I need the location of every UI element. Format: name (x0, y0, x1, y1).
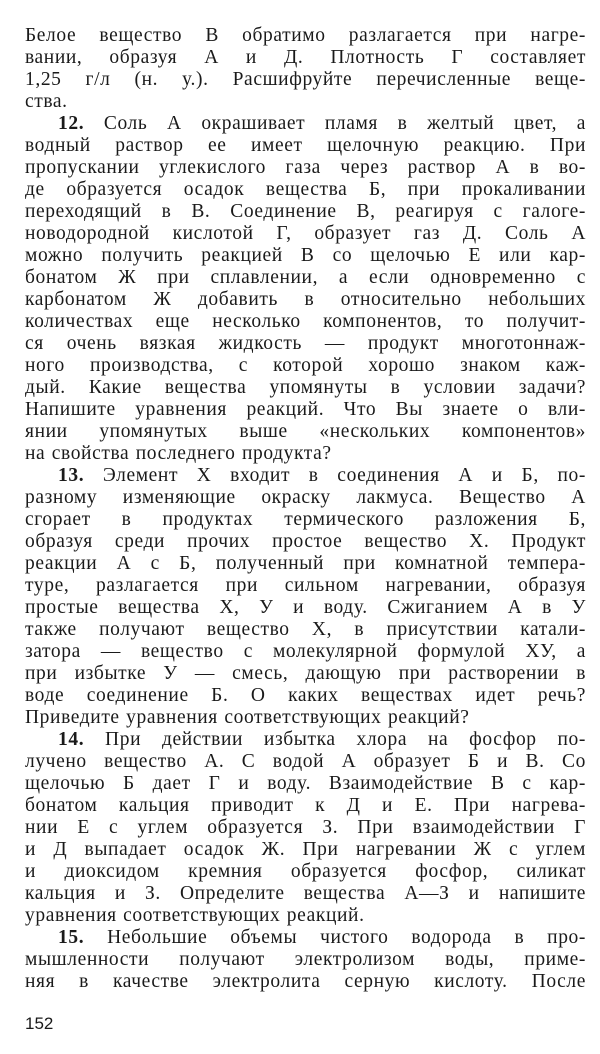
text-line (25, 575, 586, 597)
line-text: при избытке У — смесь, дающую при растворении в (25, 663, 586, 684)
line-text: вании, образуя А и Д. Плотность Г составляет (25, 47, 586, 68)
line-text: можно получить реакцией В со щелочью Е или кар- (25, 245, 586, 266)
text-line (25, 795, 586, 817)
text-line (25, 377, 586, 399)
line-text: ся очень вязкая жидкость — продукт многотоннаж- (25, 333, 586, 354)
text-line (25, 905, 586, 927)
text-line (25, 707, 586, 729)
problem-number: 14. (58, 729, 85, 750)
line-text: Напишите уравнения реакций. Что Вы знаете о вли- (25, 399, 586, 420)
problem-number: 15. (58, 927, 85, 948)
problem-14 (25, 729, 586, 927)
line-text: мышленности получают электролизом воды, приме- (25, 949, 586, 970)
text-line (25, 619, 586, 641)
line-text: Элемент Х входит в соединения А и Б, по- (84, 465, 586, 486)
text-line (25, 91, 586, 113)
text-line (25, 289, 586, 311)
text-line (25, 465, 586, 487)
line-text: туре, разлагается при сильном нагревании, образуя (25, 575, 586, 596)
line-text: кальция и З. Определите вещества А—З и напишите (25, 883, 586, 904)
line-text: 1,25 г/л (н. у.). Расшифруйте перечисленные веще- (25, 69, 586, 90)
text-line (25, 399, 586, 421)
line-text: янии упомянутых выше «нескольких компонентов» (25, 421, 586, 442)
problem-12 (25, 113, 586, 465)
line-text: лучено вещество А. С водой А образует Б и В. Со (25, 751, 586, 772)
line-text: и диоксидом кремния образуется фосфор, силикат (25, 861, 586, 882)
line-text: затора — вещество с молекулярной формулой ХУ, а (25, 641, 586, 662)
paragraph-continuation (25, 25, 586, 113)
line-text: простые вещества Х, У и воду. Сжиганием А в У (25, 597, 586, 618)
text-line (25, 157, 586, 179)
line-text: уравнения соответствующих реакций. (25, 905, 365, 926)
line-text: бонатом Ж при сплавлении, а если одновременно с (25, 267, 586, 288)
text-line (25, 25, 586, 47)
line-text: разному изменяющие окраску лакмуса. Вещество А (25, 487, 586, 508)
line-text: сгорает в продуктах термического разложения Б, (25, 509, 586, 530)
text-line (25, 641, 586, 663)
text-line (25, 751, 586, 773)
text-line (25, 333, 586, 355)
problem-number: 13. (58, 465, 85, 486)
text-line (25, 311, 586, 333)
line-text: Приведите уравнения соответствующих реакций? (25, 707, 470, 728)
text-line (25, 531, 586, 553)
line-text: бонатом кальция приводит к Д и Е. При нагрева- (25, 795, 586, 816)
text-line (25, 245, 586, 267)
text-line (25, 927, 586, 949)
text-line (25, 47, 586, 69)
line-text: дый. Какие вещества упомянуты в условии задачи? (25, 377, 586, 398)
text-line (25, 135, 586, 157)
line-text: ного производства, с которой хорошо знаком каж- (25, 355, 586, 376)
line-text: Соль А окрашивает пламя в желтый цвет, а (84, 113, 586, 134)
problem-13 (25, 465, 586, 729)
line-text: При действии избытка хлора на фосфор по- (84, 729, 586, 750)
text-line (25, 69, 586, 91)
text-line (25, 487, 586, 509)
problem-number: 12. (58, 113, 85, 134)
text-line (25, 949, 586, 971)
line-text: переходящий в В. Соединение В, реагируя с галоге- (25, 201, 586, 222)
text-line (25, 817, 586, 839)
text-line (25, 883, 586, 905)
line-text: на свойства последнего продукта? (25, 443, 332, 464)
text-line (25, 861, 586, 883)
line-text: пропускании углекислого газа через раствор А в во- (25, 157, 586, 178)
line-text: образуя среди прочих простое вещество Х. Продукт (25, 531, 586, 552)
line-text: и Д выпадает осадок Ж. При нагревании Ж с углем (25, 839, 586, 860)
line-text: новодородной кислотой Г, образует газ Д. Соль А (25, 223, 586, 244)
line-text: щелочью Б дает Г и воду. Взаимодействие В с кар- (25, 773, 586, 794)
line-text: нии Е с углем образуется З. При взаимодействии Г (25, 817, 586, 838)
text-line (25, 553, 586, 575)
line-text: также получают вещество Х, в присутствии катали- (25, 619, 586, 640)
text-line (25, 685, 586, 707)
line-text: карбонатом Ж добавить в относительно небольших (25, 289, 586, 310)
text-line (25, 267, 586, 289)
problem-15 (25, 927, 586, 993)
line-text: няя в качестве электролита серную кислоту. После (25, 971, 586, 992)
text-line (25, 597, 586, 619)
text-line (25, 773, 586, 795)
line-text: де образуется осадок вещества Б, при прокаливании (25, 179, 586, 200)
text-line (25, 729, 586, 751)
line-text: реакции А с Б, полученный при комнатной темпера- (25, 553, 586, 574)
line-text: количествах еще несколько компонентов, то получит- (25, 311, 586, 332)
page-body (25, 25, 586, 993)
line-text: воде соединение Б. О каких веществах идет речь? (25, 685, 586, 706)
text-line (25, 971, 586, 993)
text-line (25, 839, 586, 861)
text-line (25, 443, 586, 465)
line-text: водный раствор ее имеет щелочную реакцию. При (25, 135, 586, 156)
text-line (25, 179, 586, 201)
text-line (25, 201, 586, 223)
text-line (25, 113, 586, 135)
text-line (25, 421, 586, 443)
text-line (25, 223, 586, 245)
line-text: Белое вещество В обратимо разлагается при нагре- (25, 25, 586, 46)
text-line (25, 663, 586, 685)
line-text: Небольшие объемы чистого водорода в про- (84, 927, 586, 948)
text-line (25, 509, 586, 531)
text-line (25, 355, 586, 377)
line-text: ства. (25, 91, 68, 112)
page-number: 152 (25, 1014, 54, 1033)
